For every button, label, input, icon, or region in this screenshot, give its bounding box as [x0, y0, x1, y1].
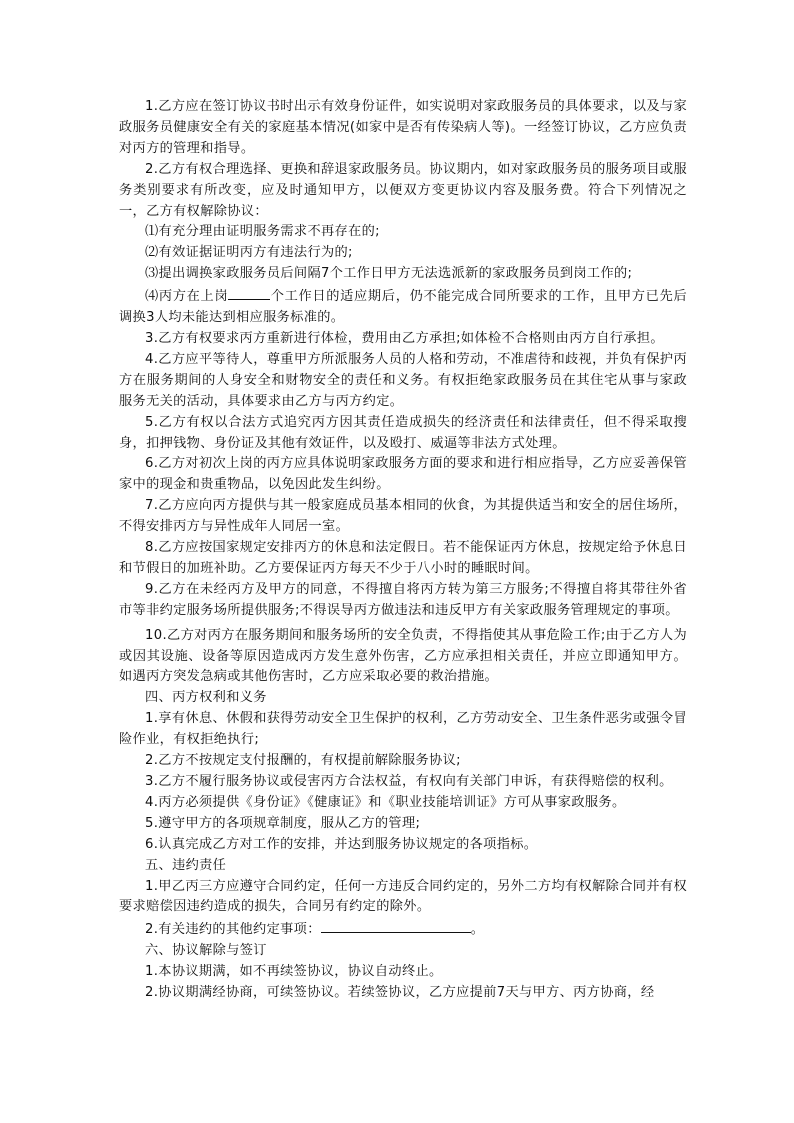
- contract-page: [119, 97, 687, 1004]
- clause-b3-1: 1.乙方应在签订协议书时出示有效身份证件，如实说明对家政服务员的具体要求，以及与家政服务员健康安全有关的家庭基本情况(如家中是否有传染病人等)。一经签订协议，乙方应负责对丙方的管理和指导。: [119, 99, 687, 156]
- clause-c4-1: 1.享有休息、休假和获得劳动安全卫生保护的权利，乙方劳动安全、卫生条件恶劣或强令冒险作业，有权拒绝执行;: [119, 711, 687, 748]
- clause-c4-6: 6.认真完成乙方对工作的安排，并达到服务协议规定的各项指标。: [145, 836, 538, 852]
- clause-e6-2: 2.协议期满经协商，可续签协议。若续签协议，乙方应提前7天与甲方、丙方协商，经: [145, 985, 655, 1001]
- sub-clause-1: ⑴有充分理由证明服务需求不再存在的;: [145, 224, 380, 240]
- clause-b3-10: 10.乙方对丙方在服务期间和服务场所的安全负责，不得指使其从事危险工作;由于乙方人为或因其设施、设备等原因造成丙方发生意外伤害，乙方应承担相关责任，并应立即通知甲方。如遇丙方突发急病或其他伤害时，乙方应采取必要的救治措施。: [119, 627, 687, 685]
- clause-d5-2-after: 。: [470, 922, 485, 938]
- clause-e6-1: 1.本协议期满，如不再续签协议，协议自动终止。: [145, 964, 443, 980]
- sub-clause-2: ⑵有效证据证明丙方有违法行为的;: [145, 245, 353, 261]
- section-heading-4: 四、丙方权利和义务: [145, 690, 267, 706]
- clause-c4-5: 5.遵守甲方的各项规章制度，服从乙方的管理;: [145, 815, 421, 831]
- clause-b3-7: 7.乙方应向丙方提供与其一般家庭成员基本相同的伙食，为其提供适当和安全的居住场所，不得安排丙方与异性成年人同居一室。: [119, 498, 687, 535]
- clause-d5-1: 1.甲乙丙三方应遵守合同约定，任何一方违反合同约定的，另外二方均有权解除合同并有权要求赔偿因违约造成的损失，合同另有约定的除外。: [119, 878, 687, 915]
- clause-c4-4: 4.丙方必须提供《身份证》《健康证》和《职业技能培训证》方可从事家政服务。: [145, 794, 626, 810]
- sub-clause-3: ⑶提出调换家政服务员后间隔7个工作日甲方无法选派新的家政服务员到岗工作的;: [145, 266, 633, 282]
- clause-d5-2: [119, 918, 687, 941]
- sub-clause-4-before: ⑷丙方在上岗: [145, 289, 229, 305]
- clause-c4-3: 3.乙方不履行服务协议或侵害丙方合法权益，有权向有关部门申诉，有获得赔偿的权利。: [145, 774, 673, 789]
- section-heading-5: 五、违约责任: [145, 857, 227, 873]
- sub-clause-4: [119, 285, 687, 329]
- clause-d5-2-before: 2.有关违约的其他约定事项：: [145, 922, 321, 938]
- sub-clause-4-after: 个工作日的适应期后，仍不能完成合同所要求的工作，且甲方已先后调换3人均未能达到相应服务标准的。: [119, 289, 687, 326]
- fill-in-blank-days: [228, 285, 270, 300]
- clause-b3-3: 3.乙方有权要求丙方重新进行体检，费用由乙方承担;如体检不合格则由丙方自行承担。: [145, 330, 664, 346]
- clause-b3-2: 2.乙方有权合理选择、更换和辞退家政服务员。协议期内，如对家政服务员的服务项目或服务类别要求有所改变，应及时通知甲方，以便双方变更协议内容及服务费。符合下列情况之一，乙方有权解除协议：: [119, 161, 687, 219]
- clause-b3-4: 4.乙方应平等待人，尊重甲方所派服务人员的人格和劳动，不准虐待和歧视，并负有保护丙方在服务期间的人身安全和财物安全的责任和义务。有权拒绝家政服务员在其住宅从事与家政服务无关的活动，具体要求由乙方与丙方约定。: [119, 351, 687, 409]
- clause-b3-8: 8.乙方应按国家规定安排丙方的休息和法定假日。若不能保证丙方休息，按规定给予休息日和节假日的加班补助。乙方要保证丙方每天不少于八小时的睡眠时间。: [119, 540, 687, 576]
- section-heading-6: 六、协议解除与签订: [145, 943, 267, 959]
- fill-in-blank-other-terms: [321, 918, 471, 933]
- clause-b3-6: 6.乙方对初次上岗的丙方应具体说明家政服务方面的要求和进行相应指导，乙方应妥善保管家中的现金和贵重物品，以免因此发生纠纷。: [119, 456, 687, 493]
- clause-b3-5: 5.乙方有权以合法方式追究丙方因其责任造成损失的经济责任和法律责任，但不得采取搜身，扣押钱物、身份证及其他有效证件，以及殴打、威逼等非法方式处理。: [119, 414, 687, 451]
- clause-c4-2: 2.乙方不按规定支付报酬的，有权提前解除服务协议;: [145, 753, 461, 769]
- clause-b3-9: 9.乙方在未经丙方及甲方的同意，不得擅自将丙方转为第三方服务;不得擅自将其带往外省市等非约定服务场所提供服务;不得误导丙方做违法和违反甲方有关家政服务管理规定的事项。: [119, 581, 687, 618]
